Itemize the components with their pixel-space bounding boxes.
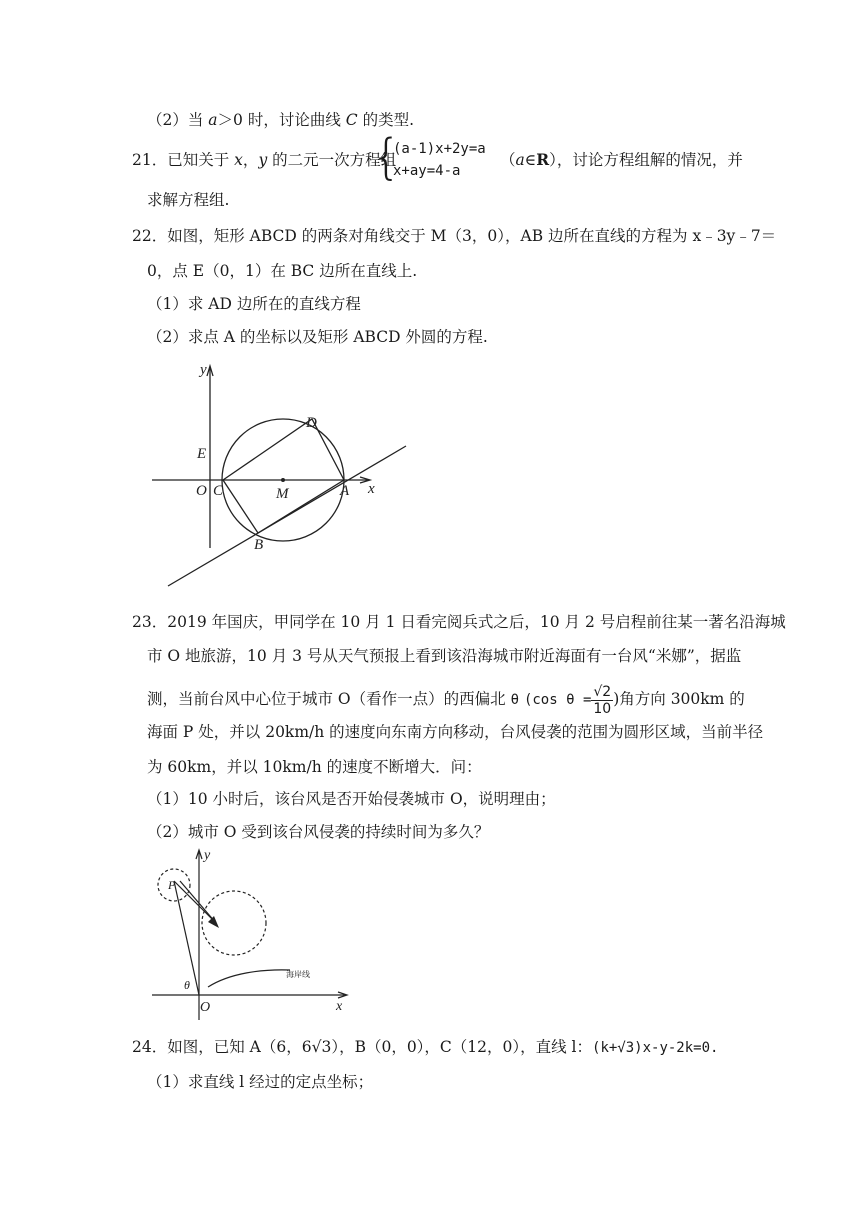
fig1-label-x: x: [368, 481, 375, 497]
fig2-label-y: y: [204, 848, 211, 863]
q22-line1: 22．如图，矩形 ABCD 的两条对角线交于 M（3，0），AB 边所在直线的方程为 x﹣3y﹣7＝: [132, 227, 777, 245]
fig1-point-m: [281, 478, 285, 482]
fig1-label-b: B: [254, 537, 264, 553]
fig1-label-a: A: [340, 483, 350, 499]
q22-part2: （2）求点 A 的坐标以及矩形 ABCD 外圆的方程.: [147, 328, 488, 346]
q23-part2: （2）城市 O 受到该台风侵袭的持续时间为多久？: [147, 823, 490, 841]
q23-line3: 测，当前台风中心位于城市 O（看作一点）的西偏北 θ (cos θ = $\frac{√2}{10}$ )角方向 300km 的: [147, 683, 745, 717]
q24-equation: (k+√3)x-y-2k=0.: [592, 1040, 719, 1056]
q23-part1: （1）10 小时后，该台风是否开始侵袭城市 O，说明理由；: [147, 790, 556, 808]
q20-part2: （2）当 a＞0 时，讨论曲线 C 的类型.: [147, 111, 414, 129]
fig2-label-theta: θ: [184, 978, 190, 992]
theta-symbol: θ: [510, 692, 520, 708]
equation-system: [393, 138, 486, 182]
fig2-move-arrowhead: [208, 916, 219, 928]
figure-rectangle-circle: [150, 358, 410, 590]
fig1-label-y: y: [200, 362, 207, 378]
system-eq2: x+ay=4-a: [393, 163, 461, 179]
cos-fraction: $\frac{√2}{10}$: [593, 683, 612, 717]
fig1-line-ab: [168, 446, 406, 586]
q24-line1: 24．如图，已知 A（6，6√3），B（0，0），C（12，0），直线 l：(k+√3)x-y-2k=0.: [132, 1038, 719, 1056]
q23-line1: 23．2019 年国庆，甲同学在 10 月 1 日看完阅兵式之后，10 月 2 号启程前往某一著名沿海城: [132, 613, 786, 631]
fig1-label-o: O: [196, 483, 207, 499]
q22-part1: （1）求 AD 边所在的直线方程: [147, 295, 361, 313]
fig2-coastline: [208, 970, 290, 987]
q24-part1: （1）求直线 l 经过的定点坐标；: [147, 1073, 374, 1091]
fig2-label-coast: 海岸线: [286, 970, 310, 979]
fig1-label-d: D: [306, 415, 317, 431]
q23-line5: 为 60km，并以 10km/h 的速度不断增大．问：: [147, 758, 482, 776]
q21-line1: 21．已知关于 x，y 的二元一次方程组: [132, 151, 397, 169]
fig1-label-c: C: [213, 483, 224, 499]
figure-typhoon: [150, 845, 350, 1025]
fig2-label-o: O: [200, 1000, 211, 1015]
system-brace: {: [371, 129, 402, 185]
fig2-label-x: x: [336, 999, 343, 1014]
system-eq1: (a-1)x+2y=a: [393, 141, 486, 157]
fig2-label-p: P: [168, 878, 176, 892]
q22-line2: 0，点 E（0，1）在 BC 边所在直线上.: [147, 262, 418, 280]
q21-line2: 求解方程组.: [147, 191, 230, 209]
fig1-label-e: E: [197, 446, 207, 462]
q23-line4: 海面 P 处，并以 20km/h 的速度向东南方向移动，台风侵袭的范围为圆形区域，当前半径: [147, 723, 764, 741]
fig1-label-m: M: [276, 486, 289, 502]
q23-line2: 市 O 地旅游，10 月 3 号从天气预报上看到该沿海城市附近海面有一台风“米娜”，据监: [147, 647, 742, 665]
q21-condition: （a∈R），讨论方程组解的情况，并: [500, 150, 743, 169]
